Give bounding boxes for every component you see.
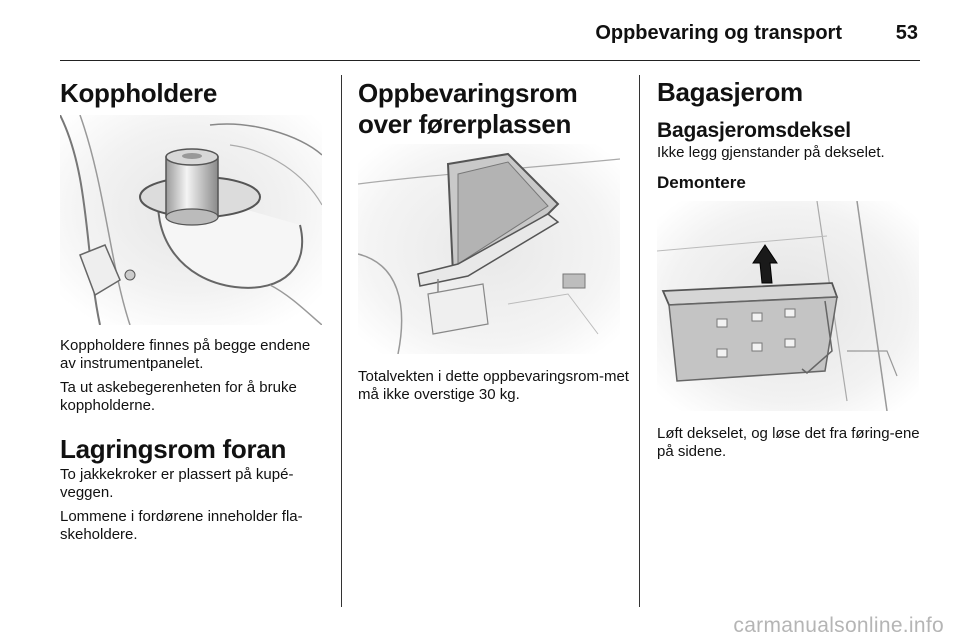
subheading-bagasjeromsdeksel: Bagasjeromsdeksel	[657, 119, 851, 142]
paragraph-lift-cover: Løft dekselet, og løse det fra føring-ene på sidene.	[657, 425, 920, 460]
section-heading-bagasjerom: Bagasjerom	[657, 77, 803, 107]
section-heading-lagringsrom-foran: Lagringsrom foran	[60, 434, 287, 464]
paragraph-jacket-hooks: To jakkekroker er plassert på kupé-veggen.	[60, 466, 294, 501]
column-divider-2	[639, 75, 640, 607]
column-2	[358, 74, 630, 404]
section-heading-overhead-storage: Oppbevaringsrom over førerplassen	[358, 78, 578, 139]
minor-heading-demontere: Demontere	[657, 173, 746, 192]
paragraph-weight-limit: Totalvekten i dette oppbevaringsrom-met må ikke overstige 30 kg.	[358, 368, 629, 403]
column-3	[657, 74, 921, 461]
column-divider-1	[341, 75, 342, 607]
overhead-storage-illustration	[358, 144, 620, 354]
luggage-cover-illustration	[657, 201, 919, 411]
footer-watermark[interactable]: carmanualsonline.info	[733, 614, 944, 637]
page-header	[60, 0, 920, 61]
paragraph-no-objects: Ikke legg gjenstander på dekselet.	[657, 144, 885, 161]
cup-holder-illustration	[60, 115, 322, 325]
header-title: Oppbevaring og transport	[595, 22, 842, 44]
section-heading-koppholdere: Koppholdere	[60, 78, 218, 108]
paragraph-cupholder-location: Koppholdere finnes på begge endene av instrumentpanelet.	[60, 337, 311, 372]
page-number: 53	[895, 22, 918, 44]
paragraph-door-pockets: Lommene i fordørene inneholder fla-skeholdere.	[60, 508, 303, 543]
column-1	[60, 74, 328, 544]
paragraph-cupholder-usage: Ta ut askebegerenheten for å bruke koppholderne.	[60, 379, 297, 414]
